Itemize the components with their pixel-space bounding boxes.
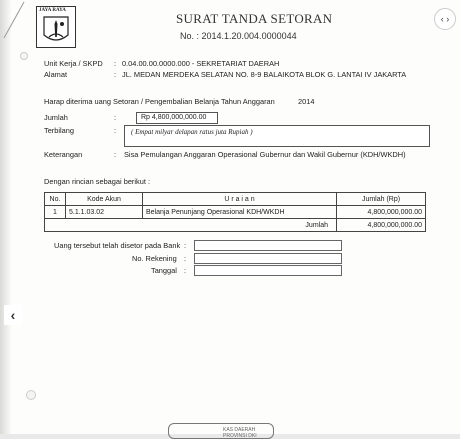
bank-field xyxy=(194,240,342,251)
col-header-jumlah: Jumlah (Rp) xyxy=(337,193,426,206)
document-number: No. : 2014.1.20.004.0000044 xyxy=(180,31,297,41)
address-colon: : xyxy=(114,70,117,79)
amount-box xyxy=(136,112,218,124)
details-intro: Dengan rincian sebagai berikut : xyxy=(44,177,150,186)
amount-value: Rp 4,800,000,000.00 xyxy=(141,114,207,121)
table-row xyxy=(45,206,426,219)
col-header-no: No. xyxy=(45,193,66,206)
rekening-colon: : xyxy=(184,254,187,263)
total-label: Jumlah xyxy=(45,219,337,232)
amount-label: Jumlah xyxy=(44,113,68,122)
expand-arrows-button[interactable]: ‹ › xyxy=(434,8,456,30)
dki-jaya-raya-logo xyxy=(36,6,76,48)
words-box xyxy=(124,125,430,147)
previous-page-button[interactable]: ‹ xyxy=(4,305,22,325)
page-edge-shadow xyxy=(0,0,12,434)
row-jumlah: 4,800,000,000.00 xyxy=(337,206,426,219)
row-uraian: Belanja Penunjang Operasional KDH/WKDH xyxy=(143,206,337,219)
bank-colon: : xyxy=(184,241,187,250)
row-kode: 5.1.1.03.02 xyxy=(66,206,143,219)
total-value: 4,800,000,000.00 xyxy=(337,219,426,232)
request-year: 2014 xyxy=(298,97,315,106)
table-total-row xyxy=(45,219,426,232)
unit-label: Unit Kerja / SKPD xyxy=(44,59,103,68)
tanggal-field xyxy=(194,265,342,276)
row-no: 1 xyxy=(45,206,66,219)
words-value: ( Empat milyar delapan ratus juta Rupiah ) xyxy=(131,128,253,136)
stamp-text: KAS DAERAH PROVINSI DKI xyxy=(223,427,257,439)
words-label: Terbilang xyxy=(44,126,74,135)
punch-hole xyxy=(26,390,36,400)
page-corner-line xyxy=(0,0,30,40)
note-value: Sisa Pemulangan Anggaran Operasional Gubernur dan Wakil Gubernur (KDH/WKDH) xyxy=(124,150,406,159)
monas-emblem-icon xyxy=(41,15,71,45)
logo-caption: JAYA RAYA xyxy=(39,8,66,13)
words-colon: : xyxy=(114,126,117,135)
request-text: Harap diterima uang Setoran / Pengembalian Belanja Tahun Anggaran xyxy=(44,97,275,106)
address-value: JL. MEDAN MERDEKA SELATAN NO. 8-9 BALAIKOTA BLOK G. LANTAI IV JAKARTA xyxy=(122,70,407,79)
unit-colon: : xyxy=(114,59,117,68)
document-title: SURAT TANDA SETORAN xyxy=(176,11,333,26)
bank-label: Uang tersebut telah disetor pada Bank xyxy=(54,241,181,250)
note-label: Keterangan xyxy=(44,150,83,159)
stamp-impression xyxy=(168,423,274,439)
table-header-row xyxy=(45,193,426,206)
tanggal-colon: : xyxy=(184,266,187,275)
address-label: Alamat xyxy=(44,70,68,79)
rekening-label: No. Rekening xyxy=(132,254,177,263)
col-header-kode: Kode Akun xyxy=(66,193,143,206)
rekening-field xyxy=(194,253,342,264)
unit-value: 0.04.00.00.0000.000 - SEKRETARIAT DAERAH xyxy=(122,59,280,68)
amount-colon: : xyxy=(114,113,117,122)
note-colon: : xyxy=(114,150,117,159)
tanggal-label: Tanggal xyxy=(151,266,177,275)
col-header-uraian: U r a i a n xyxy=(143,193,337,206)
punch-hole xyxy=(20,52,28,60)
details-table xyxy=(44,192,426,232)
